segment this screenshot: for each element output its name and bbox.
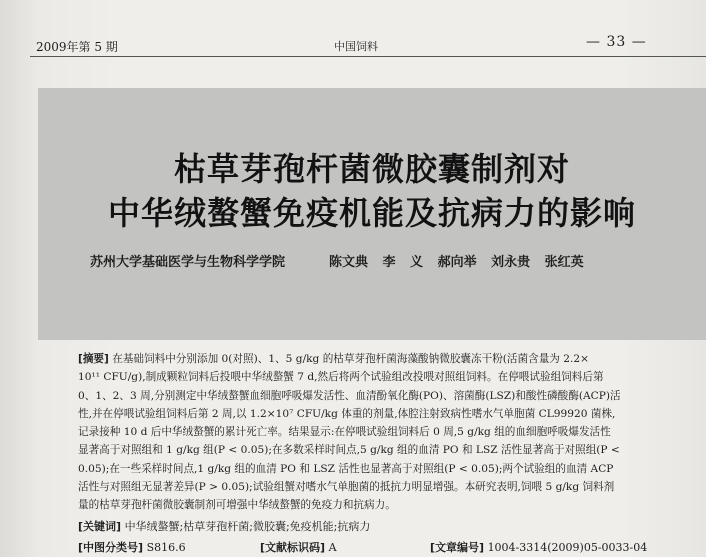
abstract-line: 10¹¹ CFU/g),制成颗粒饲料后投喂中华绒螯蟹 7 d,然后将两个试验组改投喂对照组饲料。在停喂试验组饲料后第 xyxy=(78,371,604,384)
keywords xyxy=(78,518,370,534)
clc-number xyxy=(78,539,186,555)
abstract-line: 0.05);在一些采样时间点,1 g/kg 组的血清 PO 和 LSZ 活性也显著高于对照组(P < 0.05);两个试验组的血清 ACP xyxy=(78,462,614,475)
author-list: 陈文典 李 义 郝向举 刘永贵 张红英 xyxy=(329,255,584,270)
title-line-1: 枯草芽孢杆菌微胶囊制剂对 xyxy=(173,150,570,188)
clc-value: S816.6 xyxy=(146,541,186,554)
abstract-line: 活性与对照组无显著差异(P > 0.05);试验组蟹对嗜水气单胞菌的抵抗力明显增强。本研究表明,饲喂 5 g/kg 饲料剂 xyxy=(78,481,615,494)
doc-code-value: A xyxy=(328,541,337,554)
article-number-label: [文章编号] xyxy=(430,541,485,554)
document-code xyxy=(260,539,337,555)
clc-label: [中图分类号] xyxy=(78,541,144,554)
abstract-line: 0、1、2、3 周,分别测定中华绒螯蟹血细胞呼吸爆发活性、血清酚氧化酶(PO)、溶菌酶(LSZ)和酸性磷酸酶(ACP)活 xyxy=(78,389,621,402)
abstract-line: 性,并在停喂试验组饲料后第 2 周,以 1.2×10⁷ CFU/kg 体重的剂量,体腔注射致病性嗜水气单胞菌 CL99920 菌株, xyxy=(78,407,616,420)
abstract-line: 量的枯草芽孢杆菌微胶囊制剂可增强中华绒螯蟹的免疫力和抗病力。 xyxy=(78,499,396,512)
running-head xyxy=(0,0,706,56)
abstract xyxy=(78,350,650,515)
doc-code-label: [文献标识码] xyxy=(260,541,326,554)
abstract-label: [摘要] xyxy=(78,353,109,365)
abstract-line: [摘要] 在基础饲料中分别添加 0(对照)、1、5 g/kg 的枯草芽孢杆菌海藻酸钠微胶囊冻干粉(活菌含量为 2.2× xyxy=(78,353,589,365)
keywords-label: [关键词] xyxy=(78,520,122,533)
title-line-2: 中华绒螯蟹免疫机能及抗病力的影响 xyxy=(107,194,636,232)
issue-label: 2009年第 5 期 xyxy=(36,40,118,54)
abstract-line: 记录接种 10 d 后中华绒螯蟹的累计死亡率。结果显示:在停喂试验组饲料后 0 周,5 g/kg 组的血细胞呼吸爆发活性 xyxy=(78,426,611,439)
abstract-line: 显著高于对照组和 1 g/kg 组(P < 0.05);在多数采样时间点,5 g/kg 组的血清 PO 和 LSZ 活性显著高于对照组(P < xyxy=(78,444,620,457)
keywords-text: 中华绒螯蟹;枯草芽孢杆菌;微胶囊;免疫机能;抗病力 xyxy=(124,520,371,533)
page-number: — 33 — xyxy=(586,34,647,50)
title-block xyxy=(38,88,706,340)
affiliation: 苏州大学基础医学与生物科学学院 xyxy=(90,255,286,270)
article-number xyxy=(430,539,647,555)
journal-name: 中国饲料 xyxy=(334,40,378,53)
header-rule xyxy=(30,56,706,57)
article-number-value: 1004-3314(2009)05-0033-04 xyxy=(487,541,648,554)
